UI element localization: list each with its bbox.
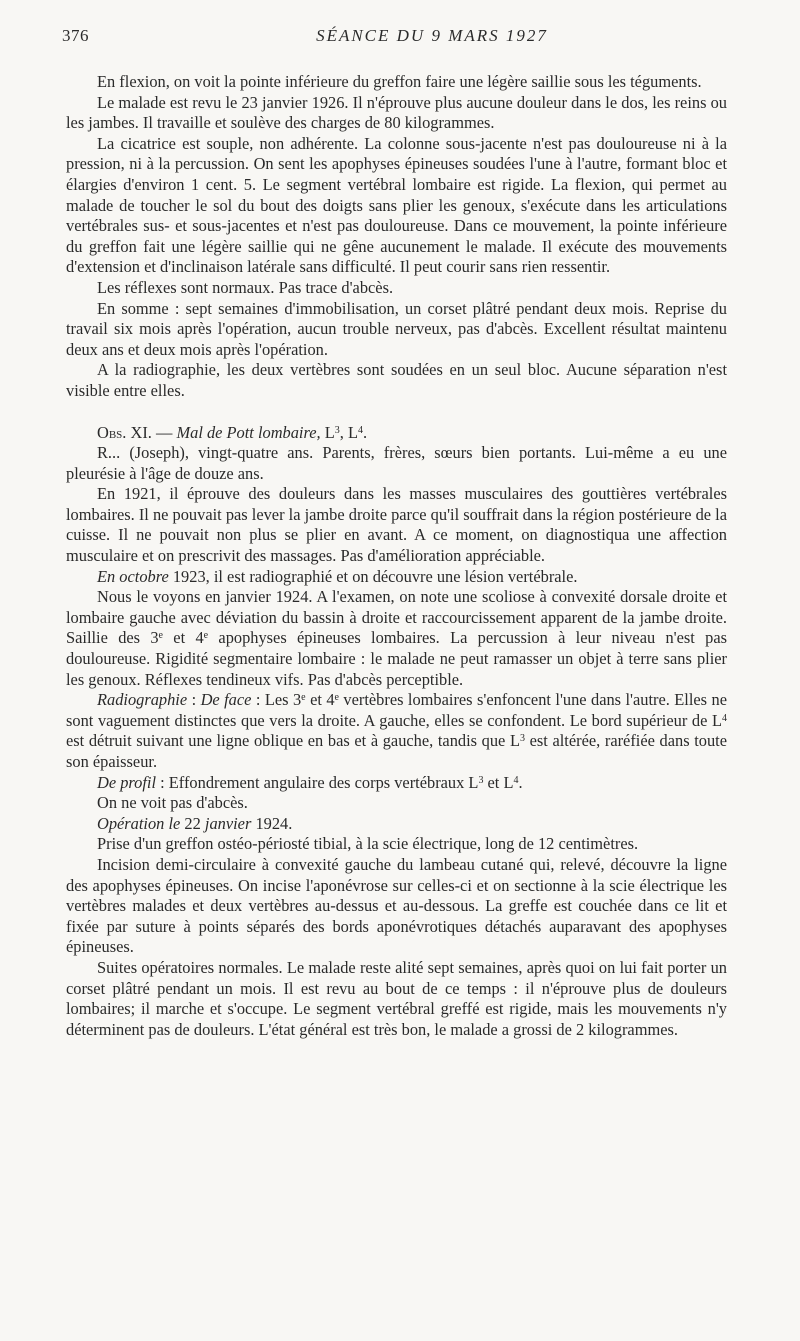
paragraph: Les réflexes sont normaux. Pas trace d'abcès. xyxy=(97,277,394,297)
italic-text: Radiographie xyxy=(97,690,188,710)
superscript: 3 xyxy=(478,774,484,786)
paragraph xyxy=(66,587,727,690)
paragraph xyxy=(66,773,727,794)
text-run: et 4 xyxy=(163,628,204,648)
paragraph: En somme : sept semaines d'immobilisation, un corset plâtré pendant deux mois. Reprise du travail six mois après l'opération, aucun trouble nerveux, pas d'abcès. Excellent résultat maintenu deux ans et deux mois après l'opération. xyxy=(66,298,727,359)
vertebra-label: L xyxy=(347,422,358,442)
text-run: : xyxy=(187,690,201,710)
paragraph xyxy=(66,567,727,588)
superscript: 4 xyxy=(513,774,519,786)
paragraph: Prise d'un greffon ostéo-périosté tibial, à la scie électrique, long de 12 centimètres. xyxy=(97,834,639,854)
paragraph xyxy=(66,814,727,835)
separator: , xyxy=(339,422,348,442)
superscript: e xyxy=(301,692,306,704)
observation-title: Mal de Pott lombaire, xyxy=(176,422,321,442)
text-run: . xyxy=(518,772,523,792)
paragraph: La cicatrice est souple, non adhérente. La colonne sous-jacente n'est pas douloureuse ni à la pression, ni à la percussion. On sent les apophyses épineuses soudées l'une à l'autre, formant bloc et élargies d'environ 1 cent. 5. Le segment vertébral lombaire est rigide. La flexion, qui permet au malade de toucher le sol du bout des doigts sans plier les genoux, s'exécute dans les articulations vertébrales sus- et sous-jacentes et n'est pas douloureuse. Dans ce mouvement, la pointe inférieure du greffon fait une légère saillie qui ne gêne aucunement le malade. Il exécute des mouvements d'extension et d'inclinaison latérale sans difficulté. Il peut courir sans rien ressentir. xyxy=(66,133,727,277)
paragraph: A la radiographie, les deux vertèbres sont soudées en un seul bloc. Aucune séparation n'est visible entre elles. xyxy=(66,360,727,400)
observation-label: Obs. XI. — xyxy=(97,422,177,442)
page-header xyxy=(62,26,742,54)
page-number: 376 xyxy=(62,26,89,45)
paragraph: R... (Joseph), vingt-quatre ans. Parents, frères, sœurs bien portants. Lui-même a eu une pleurésie à l'âge de douze ans. xyxy=(66,443,727,483)
paragraph: Le malade est revu le 23 janvier 1926. Il n'éprouve plus aucune douleur dans le dos, les reins ou les jambes. Il travaille et soulève des charges de 80 kilogrammes. xyxy=(66,92,727,133)
paragraph xyxy=(66,690,727,772)
vertebra-label: L xyxy=(324,422,335,442)
text-run: 1923, il est radiographié et on découvre une lésion vertébrale. xyxy=(168,566,578,586)
running-title: SÉANCE DU 9 MARS 1927 xyxy=(316,26,548,45)
superscript: e xyxy=(158,630,163,642)
observation-heading xyxy=(66,423,727,444)
italic-text: En octobre xyxy=(97,566,169,586)
text-run: apophyses épineuses lombaires. La percussion à leur niveau n'est pas douloureuse. Rigidité segmentaire lombaire : le malade ne peut ramasser un objet à terre sans plier les genoux. Réflexes tendineux vifs. Pas d'abcès perceptible. xyxy=(66,628,727,689)
text-run: et 4 xyxy=(305,690,335,710)
paragraph: Incision demi-circulaire à convexité gauche du lambeau cutané qui, relevé, découvre la ligne des apophyses épineuses. On incise l'aponévrose sur celles-ci et on sectionne à la scie électrique les vertèbres malades et deux vertèbres au-dessus et au-dessous. La greffe est couchée dans ce lit et fixée par suture à points séparés des bords aponévrotiques détachés auparavant des apophyses épineuses. xyxy=(66,854,727,957)
text-run: : Effondrement angulaire des corps vertébraux L xyxy=(156,772,479,792)
section-gap xyxy=(66,402,727,423)
text-run: vertèbres lombaires s'enfoncent l'une dans l'autre. Elles ne sont vaguement distinctes que vers la droite. A gauche, elles se confondent. Le bord supérieur de L xyxy=(66,690,727,730)
text-run: 22 xyxy=(180,813,205,833)
superscript: 3 xyxy=(334,424,340,436)
text-run: Nous le voyons en janvier 1924. A l'examen, on note une scoliose à convexité dorsale droite et lombaire gauche avec déviation du bassin à droite et raccourcissement apparent de la jambe droite. Saillie des 3 xyxy=(66,587,727,648)
italic-text: De profil xyxy=(97,772,157,792)
paragraph: En 1921, il éprouve des douleurs dans les masses musculaires des gouttières vertébrales lombaires. Il ne pouvait pas lever la jambe droite parce qu'il souffrait dans la région postérieure de la cuisse. Il ne pouvait non plus se plier en avant. A ce moment, on diagnostiqua une affection musculaire et on prescrivit des massages. Pas d'amélioration appréciable. xyxy=(66,484,727,566)
text-run: : Les 3 xyxy=(251,690,302,710)
superscript: e xyxy=(334,692,339,704)
text-run: est détruit suivant une ligne oblique en bas et à gauche, tandis que L xyxy=(66,731,520,751)
text-run: et L xyxy=(483,772,514,792)
italic-text: janvier xyxy=(204,813,252,833)
superscript: 4 xyxy=(357,424,363,436)
paragraph: On ne voit pas d'abcès. xyxy=(97,793,248,813)
paragraph: En flexion, on voit la pointe inférieure du greffon faire une légère saillie sous les téguments. xyxy=(97,72,702,91)
text-run: est altérée, raréfiée dans toute son épaisseur. xyxy=(66,731,727,771)
italic-text: De face xyxy=(200,690,252,710)
italic-text: Opération le xyxy=(97,813,181,833)
separator: . xyxy=(362,422,368,442)
superscript: 4 xyxy=(722,712,727,724)
body-text xyxy=(66,72,727,1040)
superscript: e xyxy=(203,630,209,642)
superscript: 3 xyxy=(519,733,525,745)
paragraph: Suites opératoires normales. Le malade reste alité sept semaines, après quoi on lui fait porter un corset plâtré pendant un mois. Il est revu au bout de ce temps : il n'éprouve plus de douleurs lombaires; il marche et s'occupe. Le segment vertébral greffé est rigide, mais les mouvements n'y déterminent pas de douleurs. L'état général est très bon, le malade a grossi de 2 kilogrammes. xyxy=(66,957,727,1039)
text-run: 1924. xyxy=(251,813,293,833)
